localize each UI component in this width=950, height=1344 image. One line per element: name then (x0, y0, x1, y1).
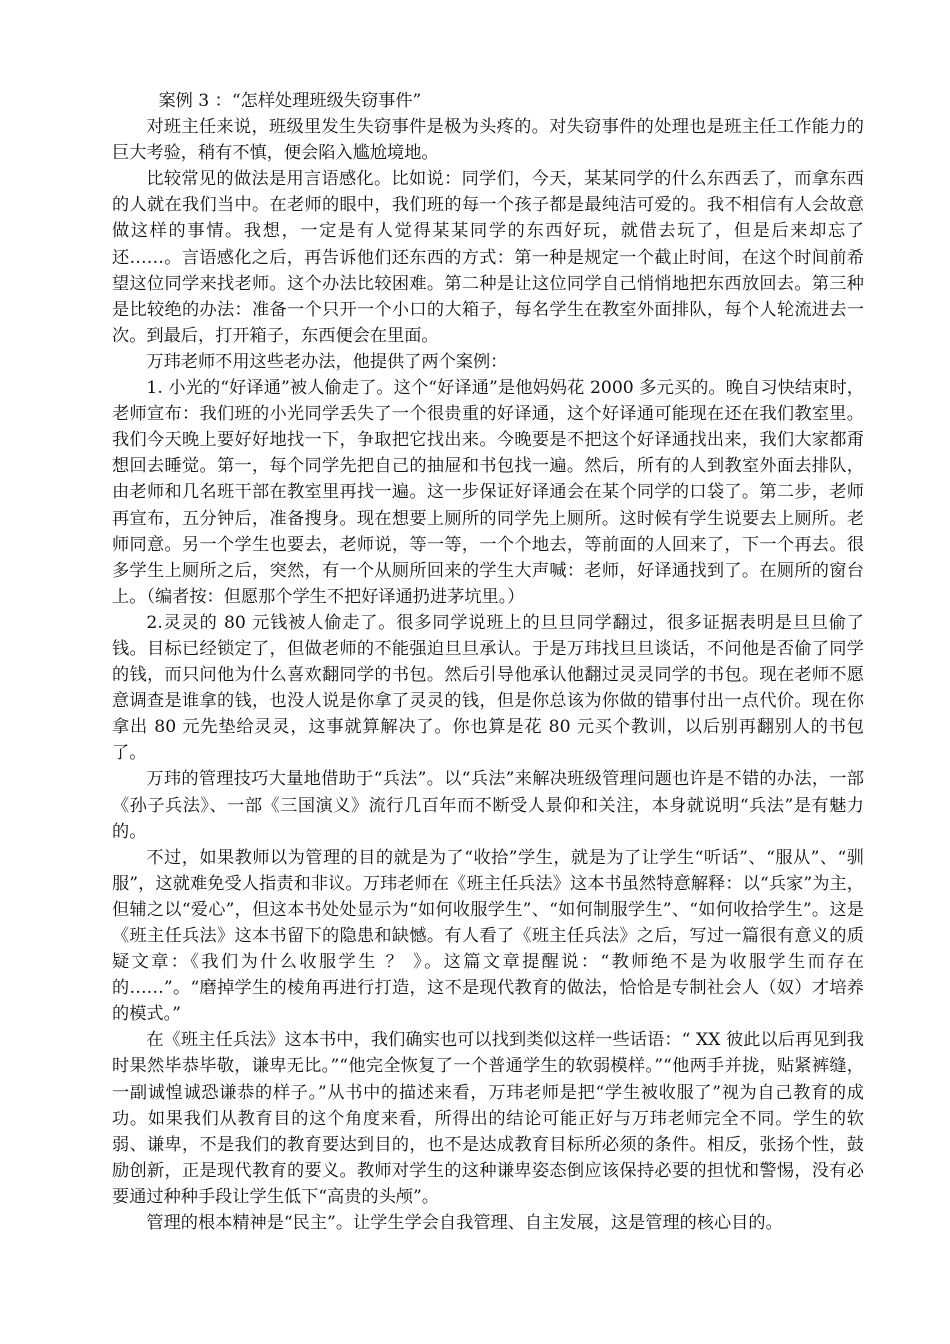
paragraph-case-two: 2.灵灵的 80 元钱被人偷走了。很多同学说班上的旦旦同学翻过，很多证据表明是旦旦偷了钱。目标已经锁定了，但做老师的不能强迫旦旦承认。于是万玮找旦旦谈话，不问他是否偷了同学的钱，而只问他为什么喜欢翻同学的书包。然后引导他承认他翻过灵灵同学的书包。现在老师不愿意调查是谁拿的钱，也没人说是你拿了灵灵的钱，但是你总该为你做的错事付出一点代价。现在你拿出 80 元先垫给灵灵，这事就算解决了。你也算是花 80 元买个教训，以后别再翻别人的书包了。 (112, 612, 864, 764)
paragraph-intro: 对班主任来说，班级里发生失窃事件是极为头疼的。对失窃事件的处理也是班主任工作能力的巨大考验，稍有不慎，便会陷入尴尬境地。 (112, 117, 864, 164)
paragraph-case-one: 1. 小光的“好译通”被人偷走了。这个“好译通”是他妈妈花 2000 多元买的。晚自习快结束时，老师宣布：我们班的小光同学丢失了一个很贵重的好译通，这个好译通可能现在还在我们教室里。我们今天晚上要好好地找一下，争取把它找出来。今晚要是不把这个好译通找出来，我们大家都甭想回去睡觉。第一，每个同学先把自己的抽屉和书包找一遍。然后，所有的人到教室外面去排队，由老师和几名班干部在教室里再找一遍。这一步保证好译通会在某个同学的口袋了。第二步，老师再宣布，五分钟后，准备搜身。现在想要上厕所的同学先上厕所。这时候有学生说要去上厕所。老师同意。另一个学生也要去，老师说，等一等，一个个地去，等前面的人回来了，下一个再去。很多学生上厕所之后，突然，有一个从厕所回来的学生大声喊：老师，好译通找到了。在厕所的窗台上。（编者按：但愿那个学生不把好译通扔进茅坑里。） (112, 378, 864, 607)
paragraph-bingfa: 万玮的管理技巧大量地借助于“兵法”。以“兵法”来解决班级管理问题也许是不错的办法，一部《孙子兵法》、一部《三国演义》流行几百年而不断受人景仰和关注，本身就说明“兵法”是有魅力的。 (112, 769, 864, 842)
paragraph-two-cases-intro: 万玮老师不用这些老办法，他提供了两个案例： (146, 351, 508, 372)
document-body (112, 88, 864, 1236)
paragraph-conclusion: 管理的根本精神是“民主”。让学生学会自我管理、自主发展，这是管理的核心目的。 (146, 1213, 783, 1234)
case-title: 案例 3 ：“怎样处理班级失窃事件” (158, 91, 422, 111)
paragraph-common-practice: 比较常见的做法是用言语感化。比如说：同学们，今天，某某同学的什么东西丢了，而拿东西的人就在我们当中。在老师的眼中，我们班的每一个孩子都是最纯洁可爱的。我不相信有人会故意做这样的事情。我想，一定是有人觉得某某同学的东西好玩，就借去玩了，但是后来却忘了还……。言语感化之后，再告诉他们还东西的方式：第一种是规定一个截止时间，在这个时间前希望这位同学来找老师。这个办法比较困难。第二种是让这位同学自己悄悄地把东西放回去。第三种是比较绝的办法：准备一个只开一个小口的大箱子，每名学生在教室外面排队，每个人轮流进去一次。到最后，打开箱子，东西便会在里面。 (112, 169, 864, 346)
paragraph-quotes: 在《班主任兵法》这本书中，我们确实也可以找到类似这样一些话语：“ XX 彼此以后再见到我时果然毕恭毕敬，谦卑无比。”“他完全恢复了一个普通学生的软弱模样。”“他两手并拢，贴紧裤缝，一副诚惶诚恐谦恭的样子。”从书中的描述来看，万玮老师是把“学生被收服了”视为自己教育的成功。如果我们从教育目的这个角度来看，所得出的结论可能正好与万玮老师完全不同。学生的软弱、谦卑，不是我们的教育要达到目的，也不是达成教育目标所必须的条件。相反，张扬个性，鼓励创新，正是现代教育的要义。教师对学生的这种谦卑姿态倒应该保持必要的担忧和警惕，没有必要通过种种手段让学生低下“高贵的头颅”。 (112, 1030, 864, 1207)
paragraph-critique: 不过，如果教师以为管理的目的就是为了“收拾”学生，就是为了让学生“听话”、“服从”、“驯服”，这就难免受人指责和非议。万玮老师在《班主任兵法》这本书虽然特意解释：以“兵家”为主，但辅之以“爱心”，但这本书处处显示为“如何收服学生”、“如何制服学生”、“如何收拾学生”。这是《班主任兵法》这本书留下的隐患和缺憾。有人看了《班主任兵法》之后，写过一篇很有意义的质疑文章：《我们为什么收服学生 ？ 》。这篇文章提醒说：“教师绝不是为收服学生而存在的……”。“磨掉学生的棱角再进行打造，这不是现代教育的做法，恰恰是专制社会人（奴）才培养的模式。” (112, 847, 864, 1025)
